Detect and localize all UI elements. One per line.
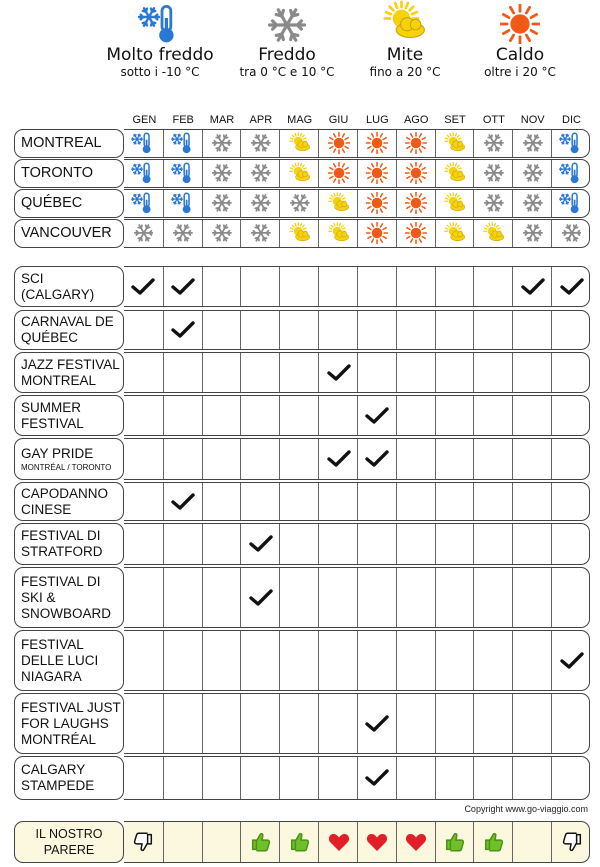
- empty-cell: [202, 439, 242, 479]
- event-cells: [124, 756, 590, 800]
- sun-icon: [396, 190, 436, 217]
- snowflake-icon: [512, 130, 552, 157]
- checkmark-icon: [163, 483, 203, 520]
- empty-cell: [435, 353, 475, 392]
- event-name: JAZZ FESTIVAL MONTREAL: [21, 356, 120, 388]
- event-cells: [124, 438, 590, 480]
- sun-icon: [357, 160, 397, 187]
- sun-cloud-icon: [435, 130, 475, 157]
- month-label: SET: [444, 114, 466, 126]
- checkmark-icon: [163, 311, 203, 349]
- legend-title: Caldo: [495, 45, 545, 65]
- snowflake-icon: [240, 130, 280, 157]
- city-label: VANCOUVER: [14, 219, 124, 248]
- empty-cell: [435, 757, 475, 799]
- climate-row: [14, 189, 590, 218]
- empty-cell: [202, 757, 242, 799]
- empty-cell: [279, 524, 319, 564]
- legend-title: Freddo: [258, 45, 316, 65]
- climate-row: [14, 159, 590, 188]
- empty-cell: [163, 631, 203, 690]
- snowflake-icon: [512, 220, 552, 247]
- sun-cloud-icon: [473, 220, 513, 247]
- sun-icon: [318, 160, 358, 187]
- sun-icon: [357, 190, 397, 217]
- empty-cell: [240, 267, 280, 306]
- snowflake-icon: [202, 190, 242, 217]
- month-label: MAR: [209, 114, 235, 126]
- thermometer-snowflake-icon: [163, 130, 203, 157]
- empty-cell: [512, 396, 552, 435]
- empty-cell: [435, 524, 475, 564]
- sun-cloud-icon: [279, 160, 319, 187]
- event-cells: [124, 523, 590, 565]
- empty-cell: [396, 568, 436, 627]
- empty-cell: [124, 568, 163, 627]
- snowflake-icon: [551, 220, 591, 247]
- empty-cell: [124, 524, 163, 564]
- empty-cell: [318, 568, 358, 627]
- snowflake-icon: [240, 220, 280, 247]
- empty-cell: [279, 311, 319, 349]
- empty-cell: [279, 353, 319, 392]
- event-name: SCI (CALGARY): [21, 270, 95, 302]
- empty-cell: [551, 568, 591, 627]
- empty-cell: [512, 757, 552, 799]
- empty-cell: [279, 757, 319, 799]
- snowflake-icon: [473, 160, 513, 187]
- sun-cloud-icon: [279, 220, 319, 247]
- empty-cell: [512, 631, 552, 690]
- thermometer-snowflake-icon: [551, 190, 591, 217]
- checkmark-icon: [357, 396, 397, 435]
- thermometer-snowflake-icon: [551, 130, 591, 157]
- sun-cloud-icon: [435, 190, 475, 217]
- heart-icon: [357, 822, 397, 862]
- empty-cell: [551, 311, 591, 349]
- empty-cell: [435, 439, 475, 479]
- event-name: GAY PRIDE: [21, 445, 94, 461]
- checkmark-icon: [124, 267, 163, 306]
- empty-cell: [202, 568, 242, 627]
- event-subtitle: MONTRÉAL / TORONTO: [21, 462, 112, 472]
- events-grid: [14, 266, 590, 800]
- event-label: [14, 352, 124, 393]
- sun-icon: [396, 220, 436, 247]
- empty-cell: [396, 757, 436, 799]
- empty-cell: [318, 396, 358, 435]
- empty-cell: [512, 439, 552, 479]
- sun-icon: [318, 130, 358, 157]
- event-name: CARNAVAL DE QUÉBEC: [21, 314, 114, 345]
- month-label: DIC: [562, 114, 581, 126]
- empty-cell: [279, 396, 319, 435]
- event-name: FESTIVAL DI STRATFORD: [21, 528, 103, 559]
- empty-cell: [357, 631, 397, 690]
- empty-cell: [473, 757, 513, 799]
- heart-icon: [396, 822, 436, 862]
- event-row: [14, 630, 590, 691]
- legend-title: Molto freddo: [106, 45, 214, 65]
- empty-cell: [435, 631, 475, 690]
- empty-cell: [202, 267, 242, 306]
- snowflake-icon: [222, 0, 352, 44]
- empty-cell: [473, 311, 513, 349]
- snowflake-icon: [279, 190, 319, 217]
- sun-cloud-icon: [279, 130, 319, 157]
- checkmark-icon: [357, 694, 397, 753]
- event-cells: [124, 310, 590, 350]
- empty-cell: [318, 311, 358, 349]
- empty-cell: [163, 757, 203, 799]
- empty-cell: [318, 757, 358, 799]
- empty-cell: [240, 694, 280, 753]
- empty-cell: [396, 439, 436, 479]
- empty-cell: [202, 311, 242, 349]
- checkmark-icon: [240, 524, 280, 564]
- event-name: SUMMER FESTIVAL: [21, 399, 84, 431]
- event-row: [14, 395, 590, 436]
- event-row: [14, 567, 590, 628]
- sun-cloud-icon: [318, 220, 358, 247]
- event-cells: [124, 693, 590, 754]
- checkmark-icon: [357, 757, 397, 799]
- month-label: GIU: [328, 114, 349, 126]
- event-cells: [124, 395, 590, 436]
- month-label: LUG: [366, 114, 389, 126]
- empty-cell: [124, 396, 163, 435]
- city-label: MONTREAL: [14, 129, 124, 158]
- event-label: [14, 482, 124, 521]
- empty-cell: [202, 631, 242, 690]
- checkmark-icon: [551, 267, 591, 306]
- snowflake-icon: [473, 130, 513, 157]
- snowflake-icon: [240, 190, 280, 217]
- opinion-label: IL NOSTRO PARERE: [14, 821, 124, 863]
- thermometer-snowflake-icon: [551, 160, 591, 187]
- empty-cell: [124, 483, 163, 520]
- empty-cell: [396, 483, 436, 520]
- sun-cloud-icon: [435, 220, 475, 247]
- empty-cell: [240, 439, 280, 479]
- empty-cell: [357, 483, 397, 520]
- checkmark-icon: [163, 267, 203, 306]
- empty-cell: [240, 631, 280, 690]
- empty-cell: [435, 483, 475, 520]
- thermometer-snowflake-icon: [163, 190, 203, 217]
- checkmark-icon: [357, 439, 397, 479]
- event-label: [14, 567, 124, 628]
- empty-cell: [357, 524, 397, 564]
- empty-cell: [163, 524, 203, 564]
- empty-cell: [512, 568, 552, 627]
- legend-item-1: [95, 0, 225, 80]
- thermometer-snowflake-icon: [124, 130, 163, 157]
- thermometer-snowflake-icon: [95, 0, 225, 44]
- empty-cell: [435, 568, 475, 627]
- empty-cell: [124, 311, 163, 349]
- sun-icon: [357, 130, 397, 157]
- empty-cell: [396, 524, 436, 564]
- empty-cell: [512, 311, 552, 349]
- legend-item-4: [455, 0, 585, 80]
- empty-cell: [551, 694, 591, 753]
- empty-cell: [473, 694, 513, 753]
- empty-cell: [551, 396, 591, 435]
- event-row: [14, 523, 590, 565]
- snowflake-icon: [512, 190, 552, 217]
- empty-cell: [163, 439, 203, 479]
- snowflake-icon: [124, 220, 163, 247]
- checkmark-icon: [240, 568, 280, 627]
- empty-cell: [435, 311, 475, 349]
- empty-cell: [163, 694, 203, 753]
- empty-cell: [318, 267, 358, 306]
- snowflake-icon: [473, 190, 513, 217]
- event-name: FESTIVAL JUST FOR LAUGHS MONTRÉAL: [21, 699, 121, 747]
- heart-icon: [318, 822, 358, 862]
- sun-icon: [396, 160, 436, 187]
- month-header: [125, 114, 590, 128]
- checkmark-icon: [512, 267, 552, 306]
- empty-cell: [551, 483, 591, 520]
- empty-cell: [473, 267, 513, 306]
- event-cells: [124, 352, 590, 393]
- empty-cell: [473, 439, 513, 479]
- legend-item-2: [222, 0, 352, 80]
- legend-subtitle: fino a 20 °C: [369, 65, 441, 79]
- event-row: [14, 756, 590, 800]
- climate-row: [14, 129, 590, 158]
- event-label: [14, 693, 124, 754]
- empty-cell: [163, 396, 203, 435]
- sun-icon: [455, 0, 585, 44]
- legend-subtitle: oltre i 20 °C: [484, 65, 556, 79]
- event-name: CALGARY STAMPEDE: [21, 762, 95, 793]
- legend-subtitle: tra 0 °C e 10 °C: [239, 65, 335, 79]
- empty-cell: [124, 439, 163, 479]
- empty-cell: [512, 694, 552, 753]
- thermometer-snowflake-icon: [124, 160, 163, 187]
- empty-cell: [318, 483, 358, 520]
- empty-cell: [240, 353, 280, 392]
- empty-cell: [279, 267, 319, 306]
- event-cells: [124, 266, 590, 307]
- event-cells: [124, 630, 590, 691]
- event-label: [14, 395, 124, 436]
- sun-icon: [396, 130, 436, 157]
- opinion-row: [14, 821, 590, 863]
- empty-cell: [512, 822, 552, 862]
- empty-cell: [279, 439, 319, 479]
- empty-cell: [318, 524, 358, 564]
- empty-cell: [473, 396, 513, 435]
- event-label: [14, 438, 124, 480]
- event-label: [14, 756, 124, 800]
- thumbs-up-icon: [240, 822, 280, 862]
- empty-cell: [396, 396, 436, 435]
- empty-cell: [279, 568, 319, 627]
- empty-cell: [551, 439, 591, 479]
- empty-cell: [473, 524, 513, 564]
- empty-cell: [512, 353, 552, 392]
- legend-title: Mite: [386, 45, 424, 65]
- event-row: [14, 266, 590, 307]
- empty-cell: [202, 822, 242, 862]
- thumbs-up-icon: [279, 822, 319, 862]
- empty-cell: [124, 757, 163, 799]
- event-cells: [124, 482, 590, 521]
- empty-cell: [396, 353, 436, 392]
- event-name: FESTIVAL DELLE LUCI NIAGARA: [21, 636, 99, 684]
- empty-cell: [124, 694, 163, 753]
- month-label: OTT: [482, 114, 505, 126]
- opinion-cells: [124, 821, 590, 863]
- snowflake-icon: [240, 160, 280, 187]
- city-label: QUÉBEC: [14, 189, 124, 218]
- checkmark-icon: [318, 439, 358, 479]
- sun-icon: [357, 220, 397, 247]
- climate-row: [14, 219, 590, 248]
- legend-subtitle: sotto i -10 °C: [120, 65, 200, 79]
- empty-cell: [318, 631, 358, 690]
- event-cells: [124, 567, 590, 628]
- thumbs-down-icon: [551, 822, 591, 862]
- empty-cell: [435, 396, 475, 435]
- snowflake-icon: [202, 220, 242, 247]
- empty-cell: [512, 524, 552, 564]
- climate-cells: [124, 219, 590, 248]
- empty-cell: [240, 757, 280, 799]
- event-name: CAPODANNO CINESE: [21, 485, 109, 517]
- empty-cell: [396, 694, 436, 753]
- month-label: GEN: [132, 114, 157, 126]
- event-row: [14, 438, 590, 480]
- event-row: [14, 482, 590, 521]
- sun-cloud-icon: [435, 160, 475, 187]
- empty-cell: [202, 694, 242, 753]
- month-label: APR: [249, 114, 273, 126]
- month-label: NOV: [520, 114, 545, 126]
- empty-cell: [357, 568, 397, 627]
- empty-cell: [240, 396, 280, 435]
- thumbs-up-icon: [435, 822, 475, 862]
- empty-cell: [202, 353, 242, 392]
- copyright-text: Copyright www.go-viaggio.com: [464, 804, 588, 814]
- empty-cell: [512, 483, 552, 520]
- sun-cloud-icon: [340, 0, 470, 44]
- climate-cells: [124, 129, 590, 158]
- checkmark-icon: [551, 631, 591, 690]
- empty-cell: [202, 483, 242, 520]
- event-row: [14, 310, 590, 350]
- snowflake-icon: [202, 160, 242, 187]
- empty-cell: [473, 568, 513, 627]
- event-label: [14, 266, 124, 307]
- empty-cell: [396, 311, 436, 349]
- empty-cell: [240, 311, 280, 349]
- empty-cell: [124, 631, 163, 690]
- thumbs-up-icon: [473, 822, 513, 862]
- legend-item-3: [340, 0, 470, 80]
- climate-cells: [124, 189, 590, 218]
- empty-cell: [551, 353, 591, 392]
- checkmark-icon: [318, 353, 358, 392]
- empty-cell: [435, 694, 475, 753]
- empty-cell: [396, 631, 436, 690]
- empty-cell: [551, 524, 591, 564]
- month-label: MAG: [287, 114, 313, 126]
- snowflake-icon: [163, 220, 203, 247]
- event-name: FESTIVAL DI SKI & SNOWBOARD: [21, 573, 112, 621]
- empty-cell: [279, 631, 319, 690]
- empty-cell: [473, 353, 513, 392]
- climate-cells: [124, 159, 590, 188]
- empty-cell: [357, 267, 397, 306]
- empty-cell: [240, 483, 280, 520]
- thumbs-down-icon: [124, 822, 163, 862]
- empty-cell: [473, 631, 513, 690]
- month-label: AGO: [403, 114, 429, 126]
- event-label: [14, 310, 124, 350]
- empty-cell: [357, 353, 397, 392]
- snowflake-icon: [512, 160, 552, 187]
- sun-cloud-icon: [318, 190, 358, 217]
- climate-legend: [95, 0, 585, 90]
- empty-cell: [124, 353, 163, 392]
- empty-cell: [202, 524, 242, 564]
- empty-cell: [318, 694, 358, 753]
- empty-cell: [357, 311, 397, 349]
- empty-cell: [473, 483, 513, 520]
- event-row: [14, 352, 590, 393]
- thermometer-snowflake-icon: [163, 160, 203, 187]
- city-label: TORONTO: [14, 159, 124, 188]
- empty-cell: [163, 568, 203, 627]
- snowflake-icon: [202, 130, 242, 157]
- climate-grid: [14, 129, 590, 251]
- empty-cell: [279, 483, 319, 520]
- empty-cell: [551, 757, 591, 799]
- thermometer-snowflake-icon: [124, 190, 163, 217]
- event-label: [14, 523, 124, 565]
- empty-cell: [396, 267, 436, 306]
- event-row: [14, 693, 590, 754]
- empty-cell: [435, 267, 475, 306]
- empty-cell: [202, 396, 242, 435]
- event-label: [14, 630, 124, 691]
- month-label: FEB: [172, 114, 194, 126]
- empty-cell: [163, 822, 203, 862]
- empty-cell: [279, 694, 319, 753]
- empty-cell: [163, 353, 203, 392]
